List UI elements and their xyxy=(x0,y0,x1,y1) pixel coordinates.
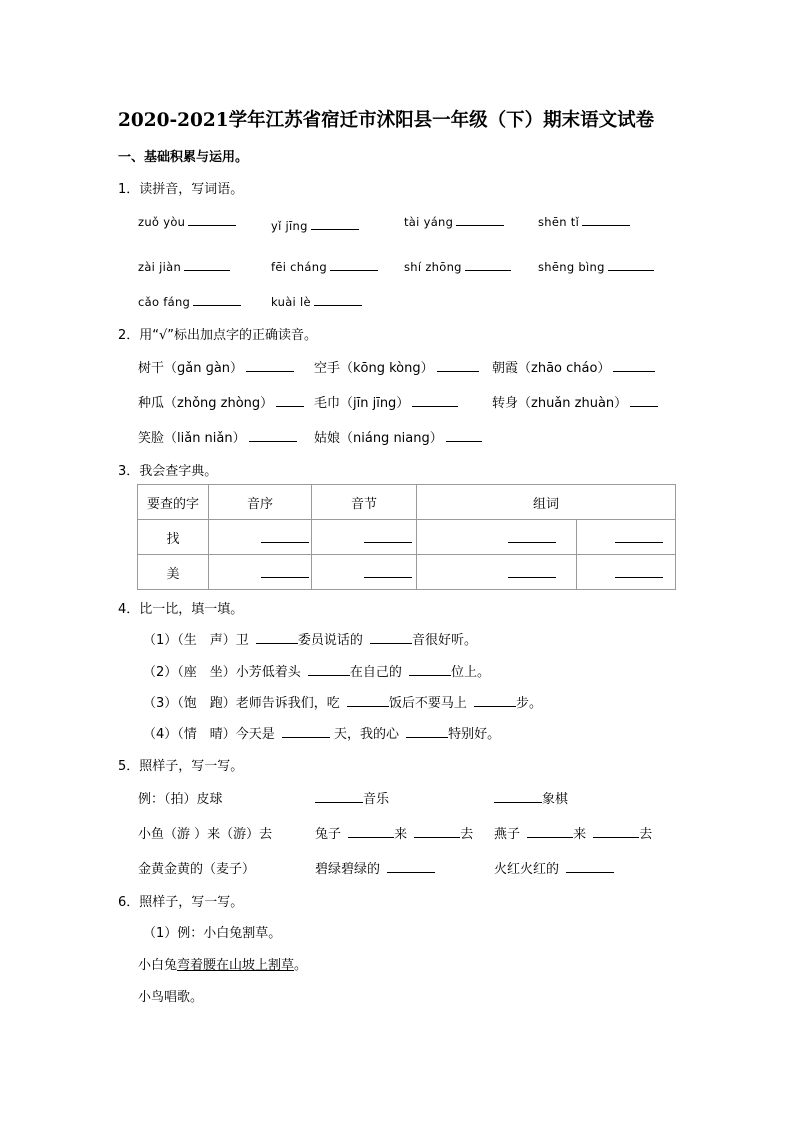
q6-label: 6．照样子，写一写。 xyxy=(118,895,244,910)
q4-item: （2）（座 坐）小芳低着头 在自己的 位上。 xyxy=(143,661,490,680)
answer-blank[interactable] xyxy=(308,661,350,676)
answer-blank[interactable] xyxy=(364,528,412,543)
q1-item: fēi cháng xyxy=(271,256,378,275)
answer-blank[interactable] xyxy=(347,692,389,707)
answer-blank[interactable] xyxy=(593,823,639,838)
answer-blank[interactable] xyxy=(437,357,479,372)
answer-blank[interactable] xyxy=(311,215,359,230)
q5-item: 音乐 xyxy=(315,788,389,807)
answer-blank[interactable] xyxy=(315,788,363,803)
answer-blank[interactable] xyxy=(465,256,511,271)
answer-blank[interactable] xyxy=(446,427,482,442)
q5-item: 碧绿碧绿的 xyxy=(315,858,435,877)
q4-item: （3）（饱 跑）老师告诉我们，吃 饭后不要马上 步。 xyxy=(143,692,542,711)
answer-blank[interactable] xyxy=(582,211,630,226)
answer-blank[interactable] xyxy=(364,563,412,578)
answer-blank[interactable] xyxy=(527,823,573,838)
table-header: 要查的字 xyxy=(138,485,209,520)
table-header: 组词 xyxy=(417,485,676,520)
q4-item: （4）（情 晴）今天是 天，我的心 特别好。 xyxy=(143,723,500,742)
q6-example-sentence: 小白兔弯着腰在山坡上割草。 xyxy=(138,958,308,973)
answer-blank[interactable] xyxy=(613,357,655,372)
q2-label: 2．用“√”标出加点字的正确读音。 xyxy=(118,328,318,343)
answer-blank[interactable] xyxy=(276,392,304,407)
answer-blank[interactable] xyxy=(406,723,448,738)
lookup-char: 找 xyxy=(138,520,209,555)
answer-blank[interactable] xyxy=(184,256,230,271)
answer-blank[interactable] xyxy=(282,723,330,738)
q2-item: 笑脸（liǎn niǎn） xyxy=(138,427,297,446)
q5-item: 火红火红的 xyxy=(494,858,614,877)
answer-blank[interactable] xyxy=(330,256,378,271)
q1-item: kuài lè xyxy=(271,291,362,310)
answer-blank[interactable] xyxy=(256,629,298,644)
answer-blank[interactable] xyxy=(630,392,658,407)
q1-label: 1．读拼音，写词语。 xyxy=(118,182,244,197)
answer-blank[interactable] xyxy=(246,357,294,372)
q4-label: 4．比一比，填一填。 xyxy=(118,602,244,617)
q4-item: （1）（生 声）卫 委员说话的 音很好听。 xyxy=(143,629,477,648)
section-heading: 一、基础积累与运用。 xyxy=(118,150,249,165)
q5-item: 燕子 来 去 xyxy=(494,823,652,842)
q1-item: yǐ jīng xyxy=(271,215,359,234)
q2-item: 转身（zhuǎn zhuàn） xyxy=(492,392,658,411)
answer-blank[interactable] xyxy=(370,629,412,644)
q1-item: shēng bìng xyxy=(538,256,654,275)
answer-blank[interactable] xyxy=(508,563,556,578)
table-header: 音节 xyxy=(312,485,417,520)
answer-blank[interactable] xyxy=(409,661,451,676)
answer-blank[interactable] xyxy=(412,392,458,407)
q2-item: 种瓜（zhǒng zhòng） xyxy=(138,392,304,411)
q1-item: shēn tǐ xyxy=(538,211,630,230)
q5-example: 小鱼（游 ）来（游）去 xyxy=(138,827,273,842)
q1-item: zuǒ yòu xyxy=(138,211,236,230)
q5-label: 5．照样子，写一写。 xyxy=(118,759,244,774)
page-title: 2020-2021学年江苏省宿迁市沭阳县一年级（下）期末语文试卷 xyxy=(118,110,655,131)
q1-item: cǎo fáng xyxy=(138,291,241,310)
answer-blank[interactable] xyxy=(494,788,542,803)
answer-blank[interactable] xyxy=(566,858,614,873)
answer-blank[interactable] xyxy=(348,823,394,838)
answer-blank[interactable] xyxy=(615,563,663,578)
q2-item: 姑娘（niáng niang） xyxy=(314,427,482,446)
answer-blank[interactable] xyxy=(249,427,297,442)
q2-item: 树干（ɡǎn ɡàn） xyxy=(138,357,294,376)
q1-item: zài jiàn xyxy=(138,256,230,275)
lookup-char: 美 xyxy=(138,555,209,590)
q1-item: shí zhōng xyxy=(404,256,511,275)
q5-item: 象棋 xyxy=(494,788,568,807)
answer-blank[interactable] xyxy=(261,563,309,578)
q6-subheading: （1）例：小白兔割草。 xyxy=(143,926,282,941)
answer-blank[interactable] xyxy=(387,858,435,873)
answer-blank[interactable] xyxy=(615,528,663,543)
q5-example: 例：（拍）皮球 xyxy=(138,792,223,807)
q5-example: 金黄金黄的（麦子） xyxy=(138,862,256,877)
answer-blank[interactable] xyxy=(414,823,460,838)
answer-blank[interactable] xyxy=(261,528,309,543)
q2-item: 空手（kōng kòng） xyxy=(314,357,479,376)
answer-blank[interactable] xyxy=(608,256,654,271)
q2-item: 毛巾（jīn jīng） xyxy=(314,392,458,411)
answer-blank[interactable] xyxy=(188,211,236,226)
q5-item: 兔子 来 去 xyxy=(315,823,473,842)
q3-label: 3．我会查字典。 xyxy=(118,464,218,479)
dictionary-table xyxy=(137,484,676,590)
q6-task: 小鸟唱歌。 xyxy=(138,990,204,1005)
q1-item: tài yáng xyxy=(404,211,504,230)
answer-blank[interactable] xyxy=(193,291,241,306)
answer-blank[interactable] xyxy=(474,692,516,707)
table-header: 音序 xyxy=(209,485,312,520)
q2-item: 朝霞（zhāo cháo） xyxy=(492,357,655,376)
answer-blank[interactable] xyxy=(456,211,504,226)
answer-blank[interactable] xyxy=(508,528,556,543)
answer-blank[interactable] xyxy=(314,291,362,306)
